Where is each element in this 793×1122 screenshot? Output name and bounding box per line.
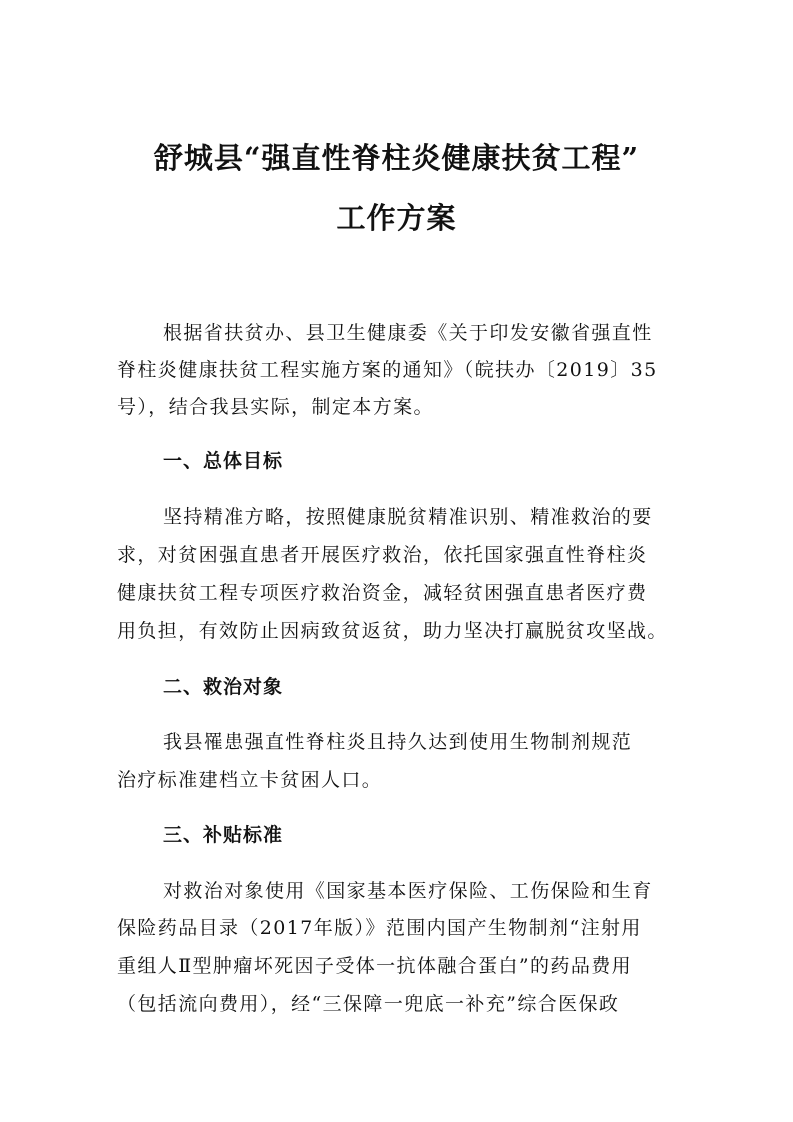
section1-line-3: 健康扶贫工程专项医疗救治资金，减轻贫困强直患者医疗费 (117, 582, 648, 604)
section-heading-overall-goal: 一、总体目标 (163, 450, 284, 472)
section1-line-4: 用负担，有效防止因病致贫返贫，助力坚决打赢脱贫攻坚战。 (117, 620, 668, 642)
intro-line-3: 号），结合我县实际，制定本方案。 (117, 396, 434, 418)
intro-line-1: 根据省扶贫办、县卫生健康委《关于印发安徽省强直性 (163, 322, 653, 344)
section-heading-treatment-target: 二、救治对象 (163, 676, 284, 698)
section3-line-3: 重组人Ⅱ型肿瘤坏死因子受体一抗体融合蛋白”的药品费用 (117, 955, 633, 977)
section-heading-subsidy-standard: 三、补贴标准 (163, 824, 284, 846)
section1-line-1: 坚持精准方略，按照健康脱贫精准识别、精准救治的要 (163, 506, 653, 528)
document-title-line2: 工作方案 (336, 201, 457, 235)
section3-line-1: 对救治对象使用《国家基本医疗保险、工伤保险和生育 (163, 880, 653, 902)
section2-line-1: 我县罹患强直性脊柱炎且持久达到使用生物制剂规范 (163, 731, 633, 753)
intro-line-2: 脊柱炎健康扶贫工程实施方案的通知》（皖扶办〔2019〕35 (117, 359, 658, 381)
section3-line-2: 保险药品目录（2017年版）》范围内国产生物制剂“注射用 (117, 917, 642, 939)
section2-line-2: 治疗标准建档立卡贫困人口。 (117, 769, 383, 791)
document-title-line1: 舒城县“强直性脊柱炎健康扶贫工程” (153, 141, 640, 175)
section3-line-4: （包括流向费用），经“三保障一兜底一补充”综合医保政 (117, 993, 620, 1015)
section1-line-2: 求，对贫困强直患者开展医疗救治，依托国家强直性脊柱炎 (117, 544, 648, 566)
